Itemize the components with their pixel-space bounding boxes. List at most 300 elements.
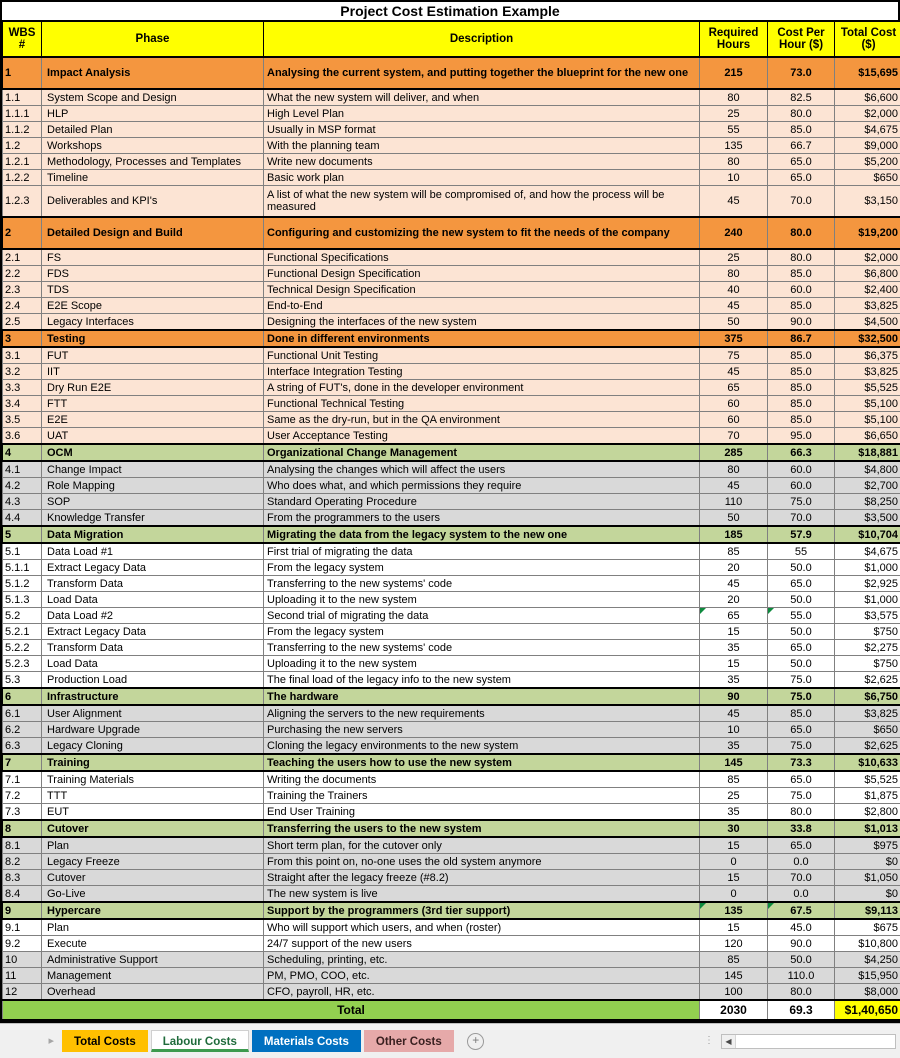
cell-description[interactable]: Who does what, and which permissions they require (264, 478, 700, 494)
cell-phase[interactable]: Dry Run E2E (42, 380, 264, 396)
cell-required-hours[interactable]: 135 (700, 138, 768, 154)
cell-cost-per-hour[interactable]: 75.0 (768, 788, 835, 804)
cell-required-hours[interactable]: 80 (700, 461, 768, 478)
cell-required-hours[interactable]: 15 (700, 870, 768, 886)
cell-total-cost[interactable]: $1,013 (835, 820, 900, 837)
cell-wbs[interactable]: 3 (3, 330, 42, 347)
cell-description[interactable]: Second trial of migrating the data (264, 608, 700, 624)
cell-cost-per-hour[interactable]: 73.3 (768, 754, 835, 771)
cell-cost-per-hour[interactable]: 65.0 (768, 170, 835, 186)
column-header-required-hours[interactable]: Required Hours (700, 22, 768, 58)
cell-phase[interactable]: Production Load (42, 672, 264, 689)
cell-description[interactable]: With the planning team (264, 138, 700, 154)
cell-phase[interactable]: Hypercare (42, 902, 264, 919)
cell-total-cost[interactable]: $3,500 (835, 510, 900, 527)
cell-description[interactable]: What the new system will deliver, and when (264, 89, 700, 106)
cell-wbs[interactable]: 2.3 (3, 282, 42, 298)
cell-phase[interactable]: TDS (42, 282, 264, 298)
cell-cost-per-hour[interactable]: 55.0 (768, 608, 835, 624)
cell-total-cost[interactable]: $6,650 (835, 428, 900, 445)
cell-required-hours[interactable]: 65 (700, 608, 768, 624)
cell-phase[interactable]: EUT (42, 804, 264, 821)
cell-wbs[interactable]: 5.2.1 (3, 624, 42, 640)
cell-required-hours[interactable]: 100 (700, 984, 768, 1001)
cell-description[interactable]: Basic work plan (264, 170, 700, 186)
cell-wbs[interactable]: 10 (3, 952, 42, 968)
cell-required-hours[interactable]: 45 (700, 478, 768, 494)
cell-description[interactable]: Uploading it to the new system (264, 592, 700, 608)
cell-cost-per-hour[interactable]: 50.0 (768, 560, 835, 576)
cell-description[interactable]: Done in different environments (264, 330, 700, 347)
cell-wbs[interactable]: 11 (3, 968, 42, 984)
cell-phase[interactable]: IIT (42, 364, 264, 380)
cell-cost-per-hour[interactable]: 90.0 (768, 936, 835, 952)
cell-required-hours[interactable]: 75 (700, 347, 768, 364)
cell-total-cost[interactable]: $1,050 (835, 870, 900, 886)
cell-total-cost[interactable]: $4,250 (835, 952, 900, 968)
cell-cost-per-hour[interactable]: 60.0 (768, 461, 835, 478)
cell-required-hours[interactable]: 375 (700, 330, 768, 347)
cell-required-hours[interactable]: 15 (700, 624, 768, 640)
cell-phase[interactable]: Workshops (42, 138, 264, 154)
cell-total-cost[interactable]: $6,750 (835, 688, 900, 705)
cell-cost-per-hour[interactable]: 86.7 (768, 330, 835, 347)
cell-cost-per-hour[interactable]: 50.0 (768, 952, 835, 968)
cell-cost-per-hour[interactable]: 75.0 (768, 494, 835, 510)
cell-total-cost[interactable]: $18,881 (835, 444, 900, 461)
cell-description[interactable]: High Level Plan (264, 106, 700, 122)
cell-total-cost[interactable]: $650 (835, 722, 900, 738)
cell-total-cost[interactable]: $0 (835, 886, 900, 903)
cell-description[interactable]: CFO, payroll, HR, etc. (264, 984, 700, 1001)
cell-description[interactable]: Write new documents (264, 154, 700, 170)
cell-phase[interactable]: Detailed Design and Build (42, 217, 264, 249)
cell-cost-per-hour[interactable]: 85.0 (768, 396, 835, 412)
cell-phase[interactable]: OCM (42, 444, 264, 461)
cell-description[interactable]: Training the Trainers (264, 788, 700, 804)
cell-cost-per-hour[interactable]: 80.0 (768, 984, 835, 1001)
cell-phase[interactable]: Impact Analysis (42, 57, 264, 89)
cell-cost-per-hour[interactable]: 85.0 (768, 266, 835, 282)
cell-cost-per-hour[interactable]: 110.0 (768, 968, 835, 984)
cell-phase[interactable]: Cutover (42, 820, 264, 837)
cell-total-cost[interactable]: $9,000 (835, 138, 900, 154)
cell-cost-per-hour[interactable]: 80.0 (768, 106, 835, 122)
cell-wbs[interactable]: 9.2 (3, 936, 42, 952)
cell-description[interactable]: Usually in MSP format (264, 122, 700, 138)
cell-description[interactable]: A string of FUT's, done in the developer environment (264, 380, 700, 396)
cell-phase[interactable]: FTT (42, 396, 264, 412)
cell-description[interactable]: The hardware (264, 688, 700, 705)
cell-phase[interactable]: E2E (42, 412, 264, 428)
cell-cost-per-hour[interactable]: 70.0 (768, 870, 835, 886)
cell-required-hours[interactable]: 40 (700, 282, 768, 298)
cell-wbs[interactable]: 1.1.2 (3, 122, 42, 138)
cell-phase[interactable]: Execute (42, 936, 264, 952)
cell-required-hours[interactable]: 285 (700, 444, 768, 461)
cell-description[interactable]: Analysing the changes which will affect the users (264, 461, 700, 478)
cell-phase[interactable]: Legacy Interfaces (42, 314, 264, 331)
cell-required-hours[interactable]: 60 (700, 396, 768, 412)
column-header-phase[interactable]: Phase (42, 22, 264, 58)
cell-phase[interactable]: UAT (42, 428, 264, 445)
cell-required-hours[interactable]: 120 (700, 936, 768, 952)
cell-wbs[interactable]: 2.2 (3, 266, 42, 282)
cell-cost-per-hour[interactable]: 75.0 (768, 688, 835, 705)
cell-total-cost[interactable]: $2,800 (835, 804, 900, 821)
cell-wbs[interactable]: 6.3 (3, 738, 42, 755)
cell-description[interactable]: Transferring to the new systems' code (264, 576, 700, 592)
cell-wbs[interactable]: 6.1 (3, 705, 42, 722)
cell-required-hours[interactable]: 20 (700, 592, 768, 608)
cell-description[interactable]: Functional Specifications (264, 249, 700, 266)
cell-cost-per-hour[interactable]: 85.0 (768, 122, 835, 138)
cell-required-hours[interactable]: 25 (700, 788, 768, 804)
cell-wbs[interactable]: 8.1 (3, 837, 42, 854)
cell-total-cost[interactable]: $4,500 (835, 314, 900, 331)
cell-required-hours[interactable]: 240 (700, 217, 768, 249)
cell-phase[interactable]: Go-Live (42, 886, 264, 903)
sheet-tab-other-costs[interactable]: Other Costs (364, 1030, 454, 1052)
cell-wbs[interactable]: 2 (3, 217, 42, 249)
cell-description[interactable]: Scheduling, printing, etc. (264, 952, 700, 968)
cell-phase[interactable]: Data Load #1 (42, 543, 264, 560)
cell-total-cost[interactable]: $650 (835, 170, 900, 186)
cell-description[interactable]: Technical Design Specification (264, 282, 700, 298)
cell-total-cost[interactable]: $1,875 (835, 788, 900, 804)
cell-required-hours[interactable]: 70 (700, 428, 768, 445)
cell-wbs[interactable]: 5.1.3 (3, 592, 42, 608)
cell-phase[interactable]: HLP (42, 106, 264, 122)
cell-total-cost[interactable]: $6,375 (835, 347, 900, 364)
cell-required-hours[interactable]: 85 (700, 952, 768, 968)
cell-description[interactable]: Cloning the legacy environments to the new system (264, 738, 700, 755)
cell-phase[interactable]: Plan (42, 919, 264, 936)
cell-description[interactable]: Interface Integration Testing (264, 364, 700, 380)
cell-total-cost[interactable]: $2,400 (835, 282, 900, 298)
cell-total-cost[interactable]: $1,000 (835, 592, 900, 608)
cell-wbs[interactable]: 5.2.2 (3, 640, 42, 656)
sheet-tab-materials-costs[interactable]: Materials Costs (252, 1030, 361, 1052)
cell-description[interactable]: A list of what the new system will be compromised of, and how the process will be measured (264, 186, 700, 218)
cell-description[interactable]: Short term plan, for the cutover only (264, 837, 700, 854)
cell-description[interactable]: Functional Design Specification (264, 266, 700, 282)
cell-description[interactable]: Designing the interfaces of the new system (264, 314, 700, 331)
cell-total-cost[interactable]: $15,950 (835, 968, 900, 984)
cell-total-cost[interactable]: $2,000 (835, 249, 900, 266)
cell-wbs[interactable]: 5.2 (3, 608, 42, 624)
cell-total-cost[interactable]: $2,625 (835, 672, 900, 689)
cell-wbs[interactable]: 3.5 (3, 412, 42, 428)
cell-description[interactable]: Functional Unit Testing (264, 347, 700, 364)
cell-required-hours[interactable]: 45 (700, 576, 768, 592)
cell-required-hours[interactable]: 50 (700, 510, 768, 527)
cell-total-cost[interactable]: $750 (835, 656, 900, 672)
cell-phase[interactable]: Training Materials (42, 771, 264, 788)
cell-phase[interactable]: E2E Scope (42, 298, 264, 314)
cell-cost-per-hour[interactable]: 50.0 (768, 656, 835, 672)
cell-phase[interactable]: TTT (42, 788, 264, 804)
cell-phase[interactable]: Plan (42, 837, 264, 854)
cell-cost-per-hour[interactable]: 85.0 (768, 364, 835, 380)
cell-description[interactable]: Organizational Change Management (264, 444, 700, 461)
cell-wbs[interactable]: 1.2.2 (3, 170, 42, 186)
cell-required-hours[interactable]: 80 (700, 266, 768, 282)
cell-description[interactable]: Teaching the users how to use the new system (264, 754, 700, 771)
cell-wbs[interactable]: 7.1 (3, 771, 42, 788)
cell-required-hours[interactable]: 80 (700, 89, 768, 106)
cell-total-cost[interactable]: $4,675 (835, 122, 900, 138)
cell-description[interactable]: Migrating the data from the legacy system to the new one (264, 526, 700, 543)
cell-cost-per-hour[interactable]: 65.0 (768, 576, 835, 592)
cell-total-cost[interactable]: $10,704 (835, 526, 900, 543)
cell-phase[interactable]: Administrative Support (42, 952, 264, 968)
cell-phase[interactable]: Deliverables and KPI's (42, 186, 264, 218)
cell-total-cost[interactable]: $4,800 (835, 461, 900, 478)
cell-cost-per-hour[interactable]: 70.0 (768, 186, 835, 218)
cell-wbs[interactable]: 7 (3, 754, 42, 771)
cell-wbs[interactable]: 1.2.3 (3, 186, 42, 218)
cell-phase[interactable]: Legacy Freeze (42, 854, 264, 870)
triangle-left-icon[interactable]: ▸ (48, 1036, 54, 1047)
cell-required-hours[interactable]: 45 (700, 705, 768, 722)
cell-total-cost[interactable]: $5,525 (835, 771, 900, 788)
cell-wbs[interactable]: 12 (3, 984, 42, 1001)
cell-cost-per-hour[interactable]: 65.0 (768, 722, 835, 738)
cell-total-cost[interactable]: $3,825 (835, 705, 900, 722)
cell-phase[interactable]: Role Mapping (42, 478, 264, 494)
cell-description[interactable]: Uploading it to the new system (264, 656, 700, 672)
cell-cost-per-hour[interactable]: 45.0 (768, 919, 835, 936)
cell-total-cost[interactable]: $2,275 (835, 640, 900, 656)
cell-required-hours[interactable]: 110 (700, 494, 768, 510)
cell-required-hours[interactable]: 45 (700, 298, 768, 314)
cell-cost-per-hour[interactable]: 85.0 (768, 380, 835, 396)
sheet-nav-arrows[interactable] (0, 1036, 62, 1047)
cell-phase[interactable]: System Scope and Design (42, 89, 264, 106)
cell-cost-per-hour[interactable]: 82.5 (768, 89, 835, 106)
cell-wbs[interactable]: 6 (3, 688, 42, 705)
cell-total-cost[interactable]: $2,700 (835, 478, 900, 494)
cell-required-hours[interactable]: 25 (700, 249, 768, 266)
cell-wbs[interactable]: 6.2 (3, 722, 42, 738)
cell-required-hours[interactable]: 55 (700, 122, 768, 138)
cell-wbs[interactable]: 2.5 (3, 314, 42, 331)
cell-total-cost[interactable]: $3,575 (835, 608, 900, 624)
cell-cost-per-hour[interactable]: 67.5 (768, 902, 835, 919)
cell-required-hours[interactable]: 20 (700, 560, 768, 576)
total-hours-cell[interactable]: 2030 (700, 1000, 768, 1020)
cell-total-cost[interactable]: $6,800 (835, 266, 900, 282)
cell-total-cost[interactable]: $675 (835, 919, 900, 936)
cell-total-cost[interactable]: $3,825 (835, 298, 900, 314)
cell-cost-per-hour[interactable]: 73.0 (768, 57, 835, 89)
cell-wbs[interactable]: 7.2 (3, 788, 42, 804)
cell-cost-per-hour[interactable]: 0.0 (768, 854, 835, 870)
cell-required-hours[interactable]: 185 (700, 526, 768, 543)
cell-cost-per-hour[interactable]: 55 (768, 543, 835, 560)
cell-wbs[interactable]: 1.1.1 (3, 106, 42, 122)
cell-description[interactable]: Standard Operating Procedure (264, 494, 700, 510)
cell-required-hours[interactable]: 50 (700, 314, 768, 331)
cell-wbs[interactable]: 5.2.3 (3, 656, 42, 672)
cell-required-hours[interactable]: 85 (700, 771, 768, 788)
cell-total-cost[interactable]: $5,100 (835, 396, 900, 412)
cell-description[interactable]: First trial of migrating the data (264, 543, 700, 560)
cell-total-cost[interactable]: $3,825 (835, 364, 900, 380)
grand-total-cell[interactable]: $1,40,650 (835, 1000, 900, 1020)
cell-wbs[interactable]: 2.4 (3, 298, 42, 314)
cell-phase[interactable]: Cutover (42, 870, 264, 886)
cell-wbs[interactable]: 4.2 (3, 478, 42, 494)
cell-cost-per-hour[interactable]: 85.0 (768, 347, 835, 364)
cell-required-hours[interactable]: 85 (700, 543, 768, 560)
cell-phase[interactable]: FS (42, 249, 264, 266)
cell-required-hours[interactable]: 10 (700, 170, 768, 186)
cell-phase[interactable]: Timeline (42, 170, 264, 186)
cell-description[interactable]: Straight after the legacy freeze (#8.2) (264, 870, 700, 886)
cell-required-hours[interactable]: 15 (700, 919, 768, 936)
cell-required-hours[interactable]: 60 (700, 412, 768, 428)
cell-total-cost[interactable]: $2,000 (835, 106, 900, 122)
cell-cost-per-hour[interactable]: 60.0 (768, 282, 835, 298)
cell-phase[interactable]: Extract Legacy Data (42, 560, 264, 576)
cell-wbs[interactable]: 4 (3, 444, 42, 461)
cell-description[interactable]: Transferring to the new systems' code (264, 640, 700, 656)
cell-phase[interactable]: Overhead (42, 984, 264, 1001)
cell-cost-per-hour[interactable]: 33.8 (768, 820, 835, 837)
plus-circle-icon[interactable]: + (467, 1033, 484, 1050)
cell-required-hours[interactable]: 80 (700, 154, 768, 170)
cell-wbs[interactable]: 5.3 (3, 672, 42, 689)
cell-wbs[interactable]: 5.1 (3, 543, 42, 560)
cell-total-cost[interactable]: $0 (835, 854, 900, 870)
cell-required-hours[interactable]: 25 (700, 106, 768, 122)
cell-cost-per-hour[interactable]: 65.0 (768, 640, 835, 656)
cell-wbs[interactable]: 4.4 (3, 510, 42, 527)
scroll-left-icon[interactable]: ◀ (722, 1035, 736, 1048)
add-sheet-button[interactable] (463, 1033, 489, 1050)
cell-phase[interactable]: Transform Data (42, 640, 264, 656)
cell-wbs[interactable]: 9.1 (3, 919, 42, 936)
cell-total-cost[interactable]: $15,695 (835, 57, 900, 89)
cell-description[interactable]: From this point on, no-one uses the old system anymore (264, 854, 700, 870)
total-cost-per-hour-cell[interactable]: 69.3 (768, 1000, 835, 1020)
cell-wbs[interactable]: 4.3 (3, 494, 42, 510)
cell-total-cost[interactable]: $3,150 (835, 186, 900, 218)
cell-total-cost[interactable]: $5,200 (835, 154, 900, 170)
cell-cost-per-hour[interactable]: 95.0 (768, 428, 835, 445)
cell-total-cost[interactable]: $4,675 (835, 543, 900, 560)
cell-cost-per-hour[interactable]: 66.3 (768, 444, 835, 461)
cell-description[interactable]: Who will support which users, and when (roster) (264, 919, 700, 936)
cell-required-hours[interactable]: 15 (700, 837, 768, 854)
cell-required-hours[interactable]: 0 (700, 854, 768, 870)
cell-description[interactable]: From the programmers to the users (264, 510, 700, 527)
cell-phase[interactable]: Training (42, 754, 264, 771)
cell-description[interactable]: Functional Technical Testing (264, 396, 700, 412)
cell-total-cost[interactable]: $9,113 (835, 902, 900, 919)
cell-wbs[interactable]: 1.1 (3, 89, 42, 106)
cell-description[interactable]: Same as the dry-run, but in the QA environment (264, 412, 700, 428)
cell-cost-per-hour[interactable]: 85.0 (768, 705, 835, 722)
cell-description[interactable]: 24/7 support of the new users (264, 936, 700, 952)
cell-total-cost[interactable]: $5,525 (835, 380, 900, 396)
cell-required-hours[interactable]: 35 (700, 640, 768, 656)
cell-wbs[interactable]: 2.1 (3, 249, 42, 266)
cell-wbs[interactable]: 4.1 (3, 461, 42, 478)
cell-total-cost[interactable]: $2,925 (835, 576, 900, 592)
cell-cost-per-hour[interactable]: 65.0 (768, 154, 835, 170)
cell-required-hours[interactable]: 45 (700, 364, 768, 380)
cell-cost-per-hour[interactable]: 65.0 (768, 771, 835, 788)
cell-total-cost[interactable]: $5,100 (835, 412, 900, 428)
cell-cost-per-hour[interactable]: 50.0 (768, 592, 835, 608)
cell-wbs[interactable]: 3.6 (3, 428, 42, 445)
cell-wbs[interactable]: 3.2 (3, 364, 42, 380)
cell-cost-per-hour[interactable]: 85.0 (768, 298, 835, 314)
cell-total-cost[interactable]: $2,625 (835, 738, 900, 755)
cell-phase[interactable]: Transform Data (42, 576, 264, 592)
cell-cost-per-hour[interactable]: 60.0 (768, 478, 835, 494)
column-header-description[interactable]: Description (264, 22, 700, 58)
cell-required-hours[interactable]: 35 (700, 672, 768, 689)
cell-phase[interactable]: Knowledge Transfer (42, 510, 264, 527)
cell-description[interactable]: The final load of the legacy info to the new system (264, 672, 700, 689)
cell-required-hours[interactable]: 45 (700, 186, 768, 218)
cell-phase[interactable]: Methodology, Processes and Templates (42, 154, 264, 170)
cell-phase[interactable]: Management (42, 968, 264, 984)
cell-cost-per-hour[interactable]: 90.0 (768, 314, 835, 331)
cell-wbs[interactable]: 1 (3, 57, 42, 89)
cell-description[interactable]: End User Training (264, 804, 700, 821)
cell-required-hours[interactable]: 30 (700, 820, 768, 837)
cell-cost-per-hour[interactable]: 50.0 (768, 624, 835, 640)
cell-description[interactable]: PM, PMO, COO, etc. (264, 968, 700, 984)
cell-wbs[interactable]: 3.3 (3, 380, 42, 396)
cell-description[interactable]: End-to-End (264, 298, 700, 314)
cell-wbs[interactable]: 5.1.2 (3, 576, 42, 592)
cell-description[interactable]: Analysing the current system, and putting together the blueprint for the new one (264, 57, 700, 89)
cell-description[interactable]: Support by the programmers (3rd tier support) (264, 902, 700, 919)
cell-cost-per-hour[interactable]: 80.0 (768, 217, 835, 249)
cell-wbs[interactable]: 8.3 (3, 870, 42, 886)
cell-cost-per-hour[interactable]: 75.0 (768, 738, 835, 755)
cell-phase[interactable]: Hardware Upgrade (42, 722, 264, 738)
cell-wbs[interactable]: 5 (3, 526, 42, 543)
column-header-total-cost[interactable]: Total Cost ($) (835, 22, 900, 58)
cell-required-hours[interactable]: 90 (700, 688, 768, 705)
column-header-wbs[interactable]: WBS # (3, 22, 42, 58)
cell-required-hours[interactable]: 35 (700, 804, 768, 821)
cell-description[interactable]: From the legacy system (264, 560, 700, 576)
cell-phase[interactable]: Load Data (42, 656, 264, 672)
cell-phase[interactable]: Detailed Plan (42, 122, 264, 138)
sheet-tab-labour-costs[interactable]: Labour Costs (151, 1030, 249, 1052)
cell-phase[interactable]: SOP (42, 494, 264, 510)
cell-total-cost[interactable]: $975 (835, 837, 900, 854)
cell-required-hours[interactable]: 0 (700, 886, 768, 903)
cell-description[interactable]: Configuring and customizing the new system to fit the needs of the company (264, 217, 700, 249)
cell-total-cost[interactable]: $10,633 (835, 754, 900, 771)
cell-wbs[interactable]: 1.2 (3, 138, 42, 154)
cell-required-hours[interactable]: 215 (700, 57, 768, 89)
cell-total-cost[interactable]: $6,600 (835, 89, 900, 106)
cell-description[interactable]: Writing the documents (264, 771, 700, 788)
cell-phase[interactable]: Data Migration (42, 526, 264, 543)
cell-wbs[interactable]: 8.2 (3, 854, 42, 870)
cell-wbs[interactable]: 3.4 (3, 396, 42, 412)
